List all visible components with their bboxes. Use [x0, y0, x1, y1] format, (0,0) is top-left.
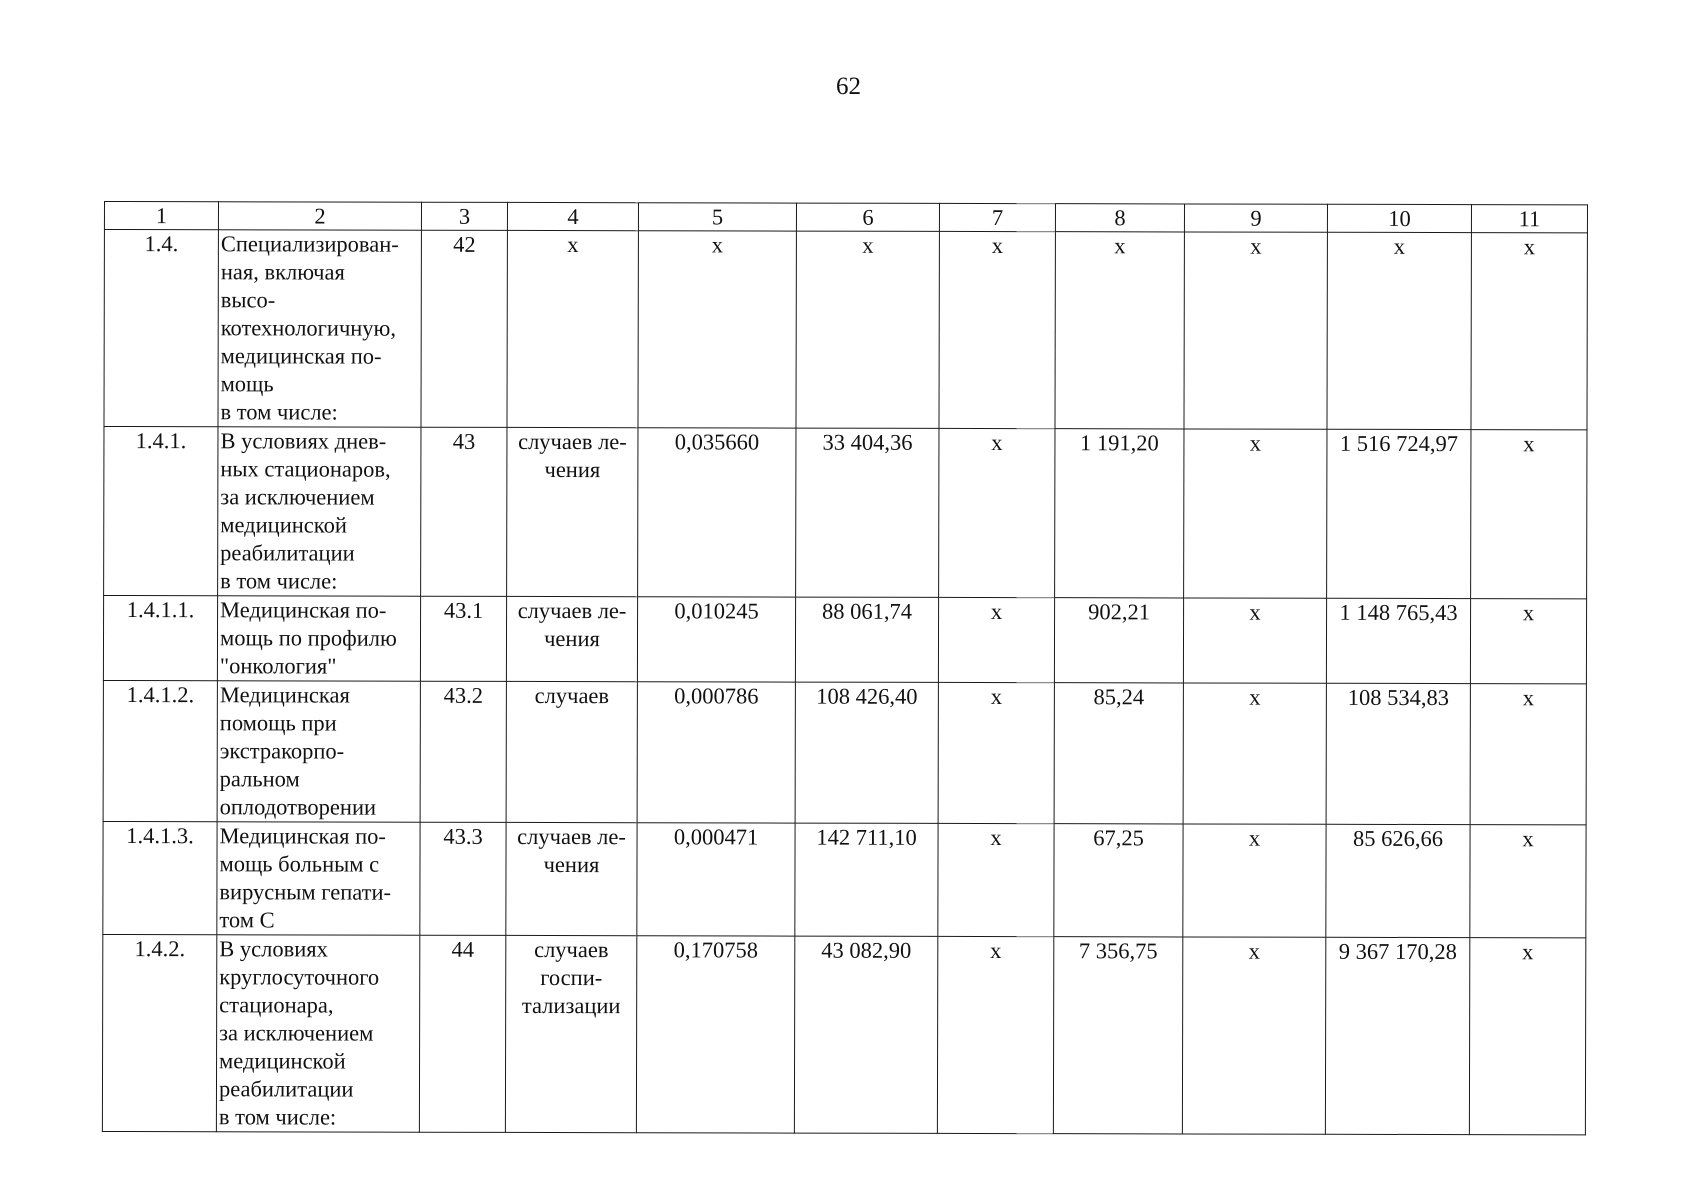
- row-number: 1.4.2.: [102, 934, 216, 1131]
- value-cell: х: [938, 597, 1054, 682]
- value-cell: х: [1327, 232, 1471, 429]
- value-cell: х: [1470, 599, 1586, 684]
- value-cell: 85,24: [1054, 683, 1183, 824]
- value-cell: 0,010245: [637, 597, 795, 682]
- value-cell: 142 711,10: [795, 823, 938, 936]
- value-cell: 1 516 724,97: [1327, 429, 1471, 598]
- value-cell: х: [937, 936, 1053, 1133]
- column-header: 6: [796, 203, 939, 231]
- row-number: 1.4.: [104, 230, 218, 427]
- row-name: В условиях круглосуточного стационара, за исключением медицинской реабилитации в том числе:: [216, 935, 419, 1132]
- value-cell: 108 534,83: [1326, 683, 1470, 824]
- table-header-row: [104, 202, 1587, 233]
- line-code: 43: [421, 427, 507, 596]
- value-cell: х: [1471, 430, 1587, 599]
- line-code: 43.1: [420, 596, 506, 681]
- table-row: [104, 230, 1587, 430]
- column-header: 3: [421, 202, 507, 230]
- row-name: Медицинская по- мощь больным с вирусным гепати- том С: [217, 822, 420, 935]
- line-code: 44: [419, 935, 505, 1132]
- value-cell: 0,170758: [636, 936, 794, 1133]
- column-header: 7: [939, 203, 1055, 231]
- value-cell: 33 404,36: [796, 428, 939, 597]
- value-cell: х: [1471, 233, 1587, 430]
- column-header: 2: [218, 202, 421, 230]
- table-row: [103, 680, 1586, 824]
- column-header: 11: [1471, 205, 1587, 233]
- value-cell: х: [1469, 938, 1585, 1135]
- table-row: [104, 427, 1587, 599]
- value-cell: 1 191,20: [1055, 429, 1184, 598]
- table-row: [102, 934, 1585, 1134]
- row-number: 1.4.1.2.: [103, 680, 217, 821]
- value-cell: 85 626,66: [1326, 824, 1470, 937]
- value-cell: 88 061,74: [795, 597, 938, 682]
- unit-cell: случаев: [506, 681, 637, 822]
- column-header: 4: [507, 202, 638, 230]
- value-cell: х: [1055, 232, 1184, 429]
- value-cell: х: [938, 682, 1054, 823]
- table-row: [103, 596, 1586, 684]
- value-cell: 0,000786: [637, 682, 795, 823]
- value-cell: 108 426,40: [795, 682, 938, 823]
- unit-cell: х: [507, 230, 638, 427]
- row-number: 1.4.1.3.: [103, 821, 217, 934]
- value-cell: х: [1183, 598, 1326, 683]
- column-header: 1: [104, 202, 218, 230]
- line-code: 43.3: [420, 822, 506, 935]
- line-code: 43.2: [420, 681, 506, 822]
- value-cell: х: [1183, 683, 1326, 824]
- value-cell: х: [938, 823, 1054, 936]
- value-cell: х: [939, 428, 1055, 597]
- value-cell: х: [1470, 825, 1586, 938]
- column-header: 8: [1055, 204, 1184, 232]
- row-name: В условиях днев- ных стационаров, за исключением медицинской реабилитации в том числе:: [218, 427, 421, 596]
- page-number: 62: [836, 73, 861, 100]
- unit-cell: случаев ле- чения: [506, 596, 637, 681]
- column-header: 9: [1184, 204, 1327, 232]
- line-code: 42: [421, 230, 507, 427]
- row-name: Специализирован- ная, включая высо- котехнологичную, медицинская по- мощь в том числе:: [218, 230, 421, 427]
- row-name: Медицинская по- мощь по профилю "онкология": [217, 596, 420, 681]
- value-cell: х: [1184, 232, 1327, 429]
- column-header: 5: [638, 203, 796, 231]
- column-header: 10: [1327, 204, 1471, 232]
- value-cell: х: [1183, 824, 1326, 937]
- value-cell: 7 356,75: [1053, 937, 1182, 1134]
- unit-cell: случаев ле- чения: [506, 822, 637, 935]
- value-cell: х: [1470, 684, 1586, 825]
- value-cell: х: [1184, 429, 1327, 598]
- value-cell: 902,21: [1054, 598, 1183, 683]
- value-cell: 9 367 170,28: [1325, 937, 1469, 1134]
- value-cell: х: [939, 231, 1055, 428]
- value-cell: 1 148 765,43: [1326, 598, 1470, 683]
- table-row: [103, 821, 1586, 937]
- row-name: Медицинская помощь при экстракорпо- ральном оплодотворении: [217, 681, 420, 822]
- value-cell: 67,25: [1054, 824, 1183, 937]
- unit-cell: случаев ле- чения: [507, 427, 638, 596]
- value-cell: 43 082,90: [794, 936, 937, 1133]
- value-cell: 0,035660: [638, 428, 796, 597]
- row-number: 1.4.1.: [104, 427, 218, 596]
- unit-cell: случаев госпи- тализации: [505, 935, 636, 1132]
- value-cell: х: [638, 231, 796, 428]
- data-table: [102, 201, 1588, 1135]
- value-cell: х: [796, 231, 939, 428]
- value-cell: х: [1182, 937, 1325, 1134]
- row-number: 1.4.1.1.: [103, 596, 217, 681]
- value-cell: 0,000471: [637, 823, 795, 936]
